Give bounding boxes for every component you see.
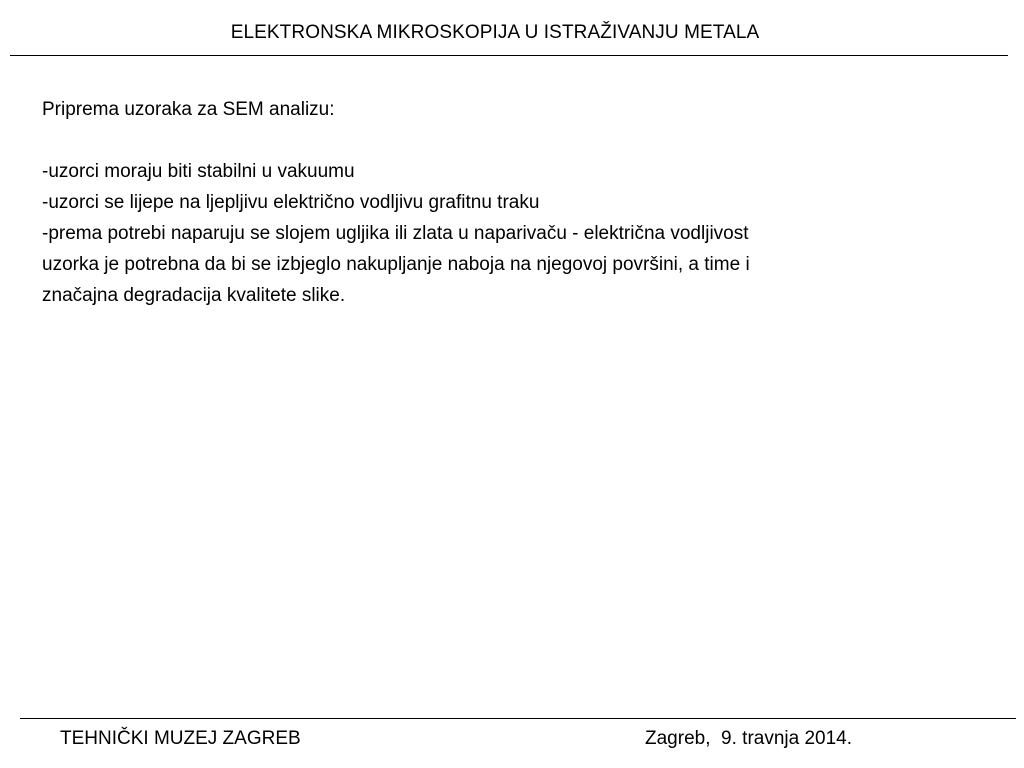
body-line: -uzorci se lijepe na ljepljivu električno vodljivu grafitnu traku bbox=[42, 192, 540, 213]
body-line: značajna degradacija kvalitete slike. bbox=[42, 285, 346, 306]
slide-header bbox=[0, 0, 1024, 60]
body-line: uzorka je potrebna da bi se izbjeglo nakupljanje naboja na njegovoj površini, a time i bbox=[42, 254, 750, 275]
footer-institution: TEHNIČKI MUZEJ ZAGREB bbox=[60, 728, 301, 749]
footer-date: Zagreb, 9. travnja 2014. bbox=[645, 728, 853, 749]
slide-title: ELEKTRONSKA MIKROSKOPIJA U ISTRAŽIVANJU METALA bbox=[230, 22, 760, 43]
body-line: -prema potrebi naparuju se slojem ugljika ili zlata u naparivaču - električna vodljivost bbox=[42, 223, 749, 244]
section-heading: Priprema uzoraka za SEM analizu: bbox=[42, 99, 335, 120]
slide-body bbox=[42, 94, 962, 311]
blank-line bbox=[42, 125, 962, 156]
footer-divider bbox=[20, 718, 1016, 719]
header-divider bbox=[10, 55, 1008, 56]
body-line: -uzorci moraju biti stabilni u vakuumu bbox=[42, 161, 355, 182]
